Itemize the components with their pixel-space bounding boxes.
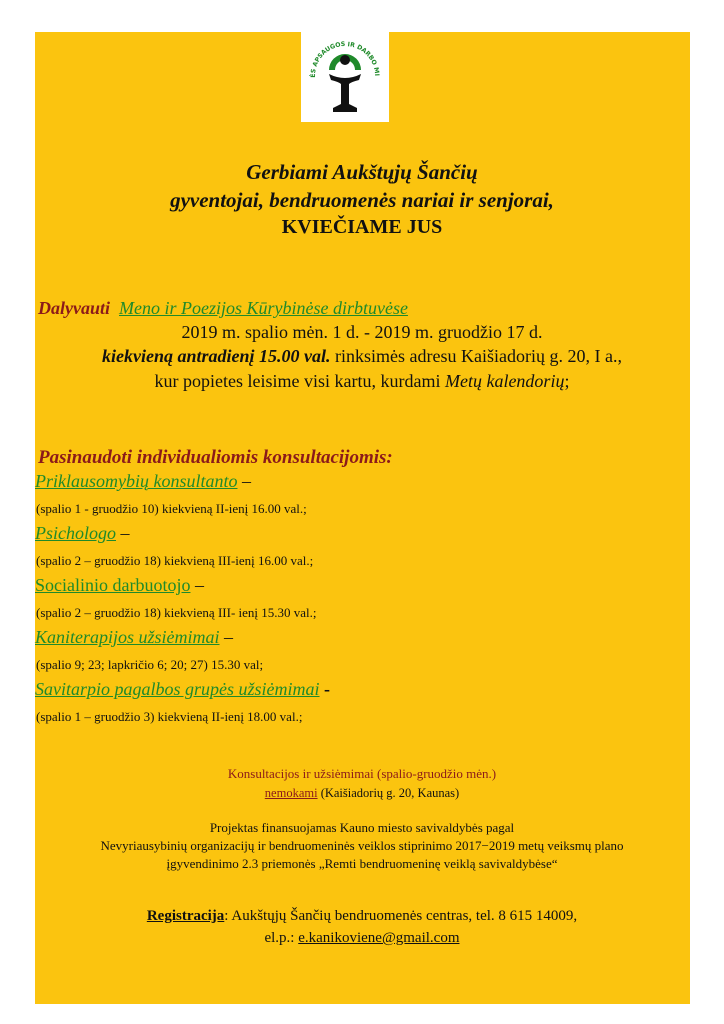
workshop-dates: 2019 m. spalio mėn. 1 d. - 2019 m. gruodžio 17 d. xyxy=(181,322,543,342)
workshop-line-4-text: kur popietes leisime visi kartu, kurdami xyxy=(154,371,445,391)
consultation-detail-2: (spalio 2 – gruodžio 18) kiekvieną III- ienį 15.30 val.; xyxy=(36,605,317,620)
registration-line xyxy=(0,908,724,925)
consultation-title-text: Socialinio darbuotojo xyxy=(35,575,191,595)
workshop-line-4 xyxy=(0,371,724,392)
greeting-line-2: gyventojai, bendruomenės nariai ir senjorai, xyxy=(170,188,554,212)
free-word: nemokami xyxy=(264,786,318,800)
registration-email-line xyxy=(0,930,724,947)
consultation-suffix: - xyxy=(319,679,331,699)
consultation-title-1 xyxy=(35,523,130,544)
consultation-suffix: – xyxy=(190,575,204,595)
workshop-when: kiekvieną antradienį 15.00 val. xyxy=(102,346,331,366)
workshop-name: Meno ir Poezijos Kūrybinėse dirbtuvėse xyxy=(119,298,408,318)
greeting-line-3: KVIEČIAME JUS xyxy=(281,216,443,238)
free-note-line-1: Konsultacijos ir užsiėmimai (spalio-gruodžio mėn.) xyxy=(227,766,497,781)
ministry-emblem-icon xyxy=(301,30,389,122)
workshop-line-3 xyxy=(0,346,724,367)
consultation-detail-0: (spalio 1 - gruodžio 10) kiekvieną II-ienį 16.00 val.; xyxy=(36,501,307,516)
registration-text: : Aukštųjų Šančių bendruomenės centras, tel. 8 615 14009, xyxy=(224,908,578,924)
consultation-title-text: Savitarpio pagalbos grupės užsiėmimai xyxy=(35,679,320,699)
workshop-calendar: Metų kalendorių xyxy=(444,371,565,391)
consultation-title-text: Kaniterapijos užsiėmimai xyxy=(35,627,220,647)
consultation-detail-4: (spalio 1 – gruodžio 3) kiekvieną II-ienį 18.00 val.; xyxy=(36,709,303,724)
email-label: el.p.: xyxy=(264,930,299,946)
funding-line-1: Projektas finansuojamas Kauno miesto savivaldybės pagal xyxy=(209,820,515,835)
consultation-title-text: Priklausomybių konsultanto xyxy=(35,471,238,491)
workshop-line-1 xyxy=(38,298,408,319)
workshop-lead: Dalyvauti xyxy=(38,298,110,318)
consultation-title-2 xyxy=(35,575,204,596)
consultation-suffix: – xyxy=(237,471,251,491)
consultation-detail-3: (spalio 9; 23; lapkričio 6; 20; 27) 15.30 val; xyxy=(36,657,264,672)
workshop-address: rinksimės adresu Kaišiadorių g. 20, I a., xyxy=(330,346,622,366)
consultation-suffix: – xyxy=(116,523,130,543)
free-note-address: (Kaišiadorių g. 20, Kaunas) xyxy=(317,786,460,800)
consultation-detail-1: (spalio 2 – gruodžio 18) kiekvieną III-ienį 16.00 val.; xyxy=(36,553,314,568)
consultations-heading: Pasinaudoti individualiomis konsultacijomis: xyxy=(38,447,393,468)
consultation-title-text: Psichologo xyxy=(35,523,116,543)
consultation-title-4 xyxy=(35,679,330,700)
ministry-logo xyxy=(301,30,389,122)
free-note-line-2 xyxy=(0,786,724,801)
consultation-title-3 xyxy=(35,627,233,648)
workshop-line-4-end: ; xyxy=(564,371,570,391)
registration-label: Registracija xyxy=(146,908,225,924)
consultation-suffix: – xyxy=(219,627,234,647)
consultation-title-0 xyxy=(35,471,251,492)
funding-line-3: įgyvendinimo 2.3 priemonės „Remti bendruomeninę veiklą savivaldybėse“ xyxy=(166,856,558,871)
email-link[interactable]: e.kanikoviene@gmail.com xyxy=(298,930,460,946)
funding-line-2: Nevyriausybinių organizacijų ir bendruomeninės veiklos stiprinimo 2017−2019 metų veiksmų plano xyxy=(100,838,624,853)
svg-text:SOCIALINĖS APSAUGOS IR DARBO M: ĖS APSAUGOS IR DARBO MI xyxy=(309,40,381,78)
greeting-line-1: Gerbiami Aukštųjų Šančių xyxy=(246,160,478,184)
